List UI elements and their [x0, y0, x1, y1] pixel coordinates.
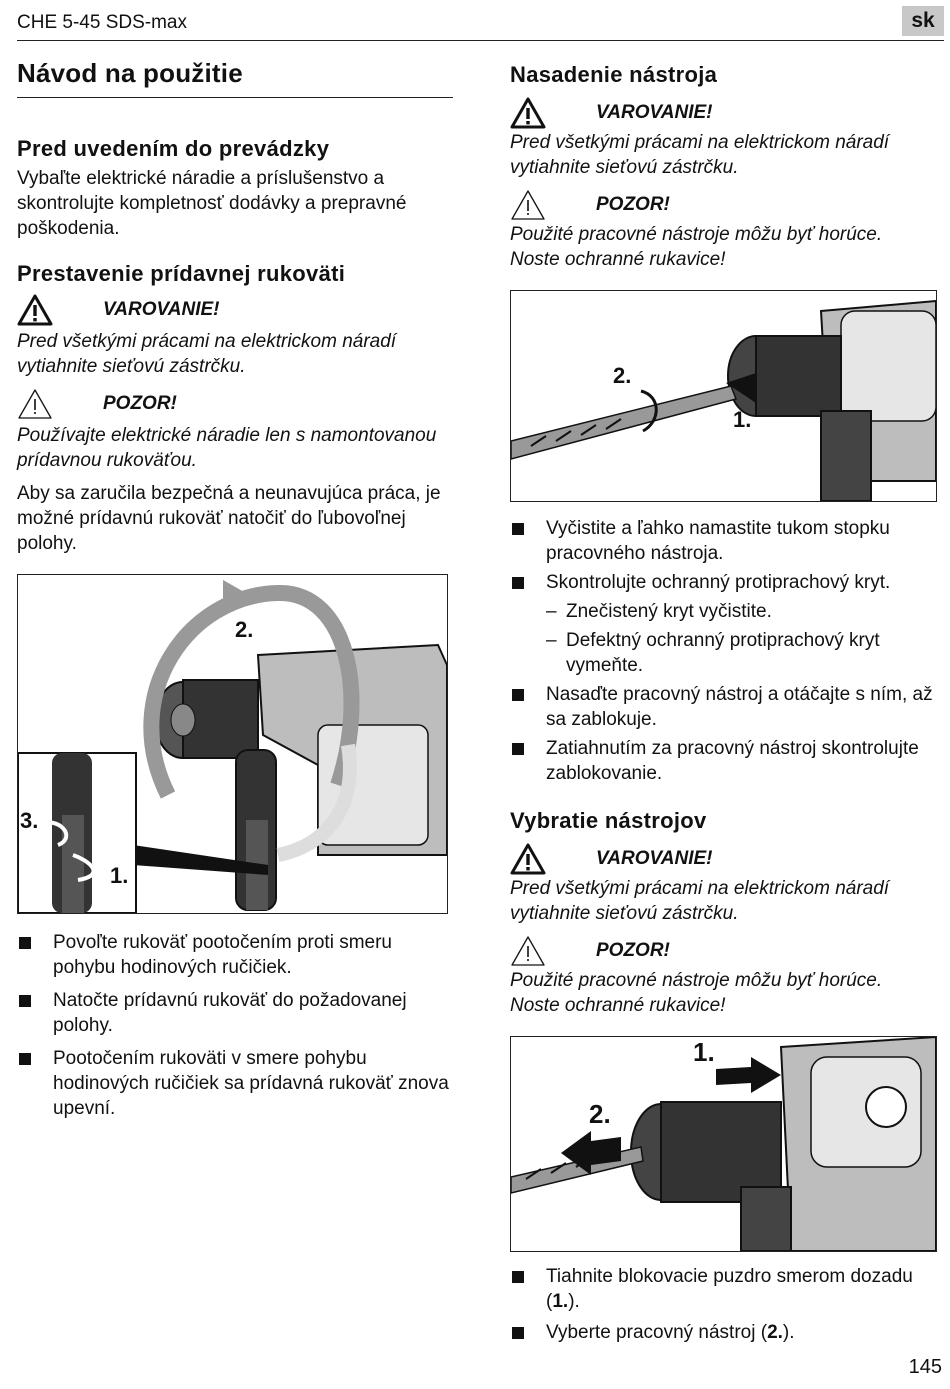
list-item	[510, 682, 934, 732]
heading-before-operation: Pred uvedením do prevádzky	[17, 136, 330, 161]
warning-triangle-icon	[510, 97, 546, 129]
list-item	[17, 1046, 453, 1121]
bullet-square	[512, 523, 524, 535]
list-item-text: Nasaďte pracovný nástroj a otáčajte s ním, až sa zablokuje.	[546, 684, 933, 730]
figure-label-2: 2.	[613, 363, 632, 388]
warning-label: VAROVANIE!	[596, 848, 713, 869]
bullet-square	[512, 577, 524, 589]
bullet-square	[512, 1327, 524, 1339]
caution-triangle-icon	[510, 935, 546, 967]
page-number: 145	[908, 1356, 942, 1378]
figure-label-2: 2.	[589, 1099, 611, 1129]
sub-list-item	[510, 628, 934, 678]
list-item-text: Vyberte pracovný nástroj (2.).	[546, 1322, 795, 1343]
list-item	[510, 1320, 934, 1345]
figure-handle-adjust	[17, 574, 448, 914]
warning-row	[17, 293, 453, 327]
dash-marker: –	[546, 630, 557, 651]
figure-label-1: 1.	[733, 407, 752, 432]
list-item	[510, 516, 934, 566]
bullet-square	[512, 1271, 524, 1283]
sub-list-item-text: Znečistený kryt vyčistite.	[566, 601, 772, 622]
list-item-text: Pootočením rukoväti v smere pohybu hodinových ručičiek sa prídavná rukoväť znova upevní.	[53, 1048, 449, 1119]
bullet-square	[19, 995, 31, 1007]
sub-list-item	[510, 599, 934, 624]
warning-text: Pred všetkými prácami na elektrickom náradí vytiahnite sieťovú zástrčku.	[17, 331, 397, 377]
figure-label-1: 1.	[693, 1037, 715, 1067]
list-item	[17, 930, 453, 980]
heading-adjust-handle: Prestavenie prídavnej rukoväti	[17, 261, 346, 286]
figure-remove-tool	[510, 1036, 937, 1252]
insert-steps-list	[510, 516, 934, 786]
figure-label-2: 2.	[235, 617, 254, 642]
sub-list-item-text: Defektný ochranný protiprachový kryt vymeňte.	[566, 630, 880, 676]
bullet-square	[19, 937, 31, 949]
caution-text: Používajte elektrické náradie len s namontovanou prídavnou rukoväťou.	[17, 425, 437, 471]
caution-text: Použité pracovné nástroje môžu byť horúce. Noste ochranné rukavice!	[510, 224, 883, 270]
page-header	[17, 10, 944, 41]
caution-label: POZOR!	[596, 940, 670, 961]
caution-label: POZOR!	[596, 194, 670, 215]
list-item	[17, 988, 453, 1038]
left-column	[17, 58, 453, 1121]
warning-label: VAROVANIE!	[596, 102, 713, 123]
caution-row	[17, 387, 453, 421]
list-item-text: Povoľte rukoväť pootočením proti smeru pohybu hodinových ručičiek.	[53, 932, 392, 978]
handle-steps-list	[17, 930, 453, 1121]
section-title: Návod na použitie	[17, 58, 453, 98]
drill-handle-illustration	[18, 575, 447, 913]
list-item	[510, 570, 934, 595]
warning-label: VAROVANIE!	[103, 299, 220, 320]
heading-insert-tool: Nasadenie nástroja	[510, 62, 718, 87]
warning-triangle-icon	[17, 294, 53, 326]
figure-label-1: 1.	[110, 863, 129, 888]
caution-row	[510, 934, 934, 968]
figure-label-3: 3.	[20, 808, 39, 833]
list-item-text: Zatiahnutím za pracovný nástroj skontrolujte zablokovanie.	[546, 738, 919, 784]
bullet-square	[19, 1053, 31, 1065]
unpack-text: Vybaľte elektrické náradie a príslušenstvo a skontrolujte kompletnosť dodávky a prepravné poškodenia.	[17, 168, 407, 239]
caution-triangle-icon	[510, 189, 546, 221]
drill-remove-illustration	[511, 1037, 936, 1251]
list-item-text: Tiahnite blokovacie puzdro smerom dozadu (1.).	[546, 1266, 913, 1312]
list-item-text: Natočte prídavnú rukoväť do požadovanej polohy.	[53, 990, 407, 1036]
warning-triangle-icon	[510, 843, 546, 875]
figure-insert-tool	[510, 290, 937, 502]
heading-remove-tool: Vybratie nástrojov	[510, 808, 707, 833]
caution-label: POZOR!	[103, 393, 177, 414]
bullet-square	[512, 743, 524, 755]
bullet-square	[512, 689, 524, 701]
warning-text: Pred všetkými prácami na elektrickom náradí vytiahnite sieťovú zástrčku.	[510, 878, 890, 924]
language-badge: sk	[902, 6, 944, 36]
drill-insert-illustration	[511, 291, 936, 501]
remove-steps-list	[510, 1264, 934, 1345]
caution-triangle-icon	[17, 388, 53, 420]
warning-row	[510, 96, 934, 130]
model-name: CHE 5-45 SDS-max	[17, 12, 187, 33]
list-item	[510, 736, 934, 786]
handle-info-text: Aby sa zaručila bezpečná a neunavujúca práca, je možné prídavnú rukoväť natočiť do ľubovoľnej polohy.	[17, 483, 441, 554]
dash-marker: –	[546, 601, 557, 622]
caution-row	[510, 188, 934, 222]
list-item	[510, 1264, 934, 1314]
list-item-text: Vyčistite a ľahko namastite tukom stopku pracovného nástroja.	[546, 518, 890, 564]
warning-text: Pred všetkými prácami na elektrickom náradí vytiahnite sieťovú zástrčku.	[510, 132, 890, 178]
caution-text: Použité pracovné nástroje môžu byť horúce. Noste ochranné rukavice!	[510, 970, 883, 1016]
right-column	[510, 58, 934, 1345]
warning-row	[510, 842, 934, 876]
list-item-text: Skontrolujte ochranný protiprachový kryt.	[546, 572, 891, 593]
